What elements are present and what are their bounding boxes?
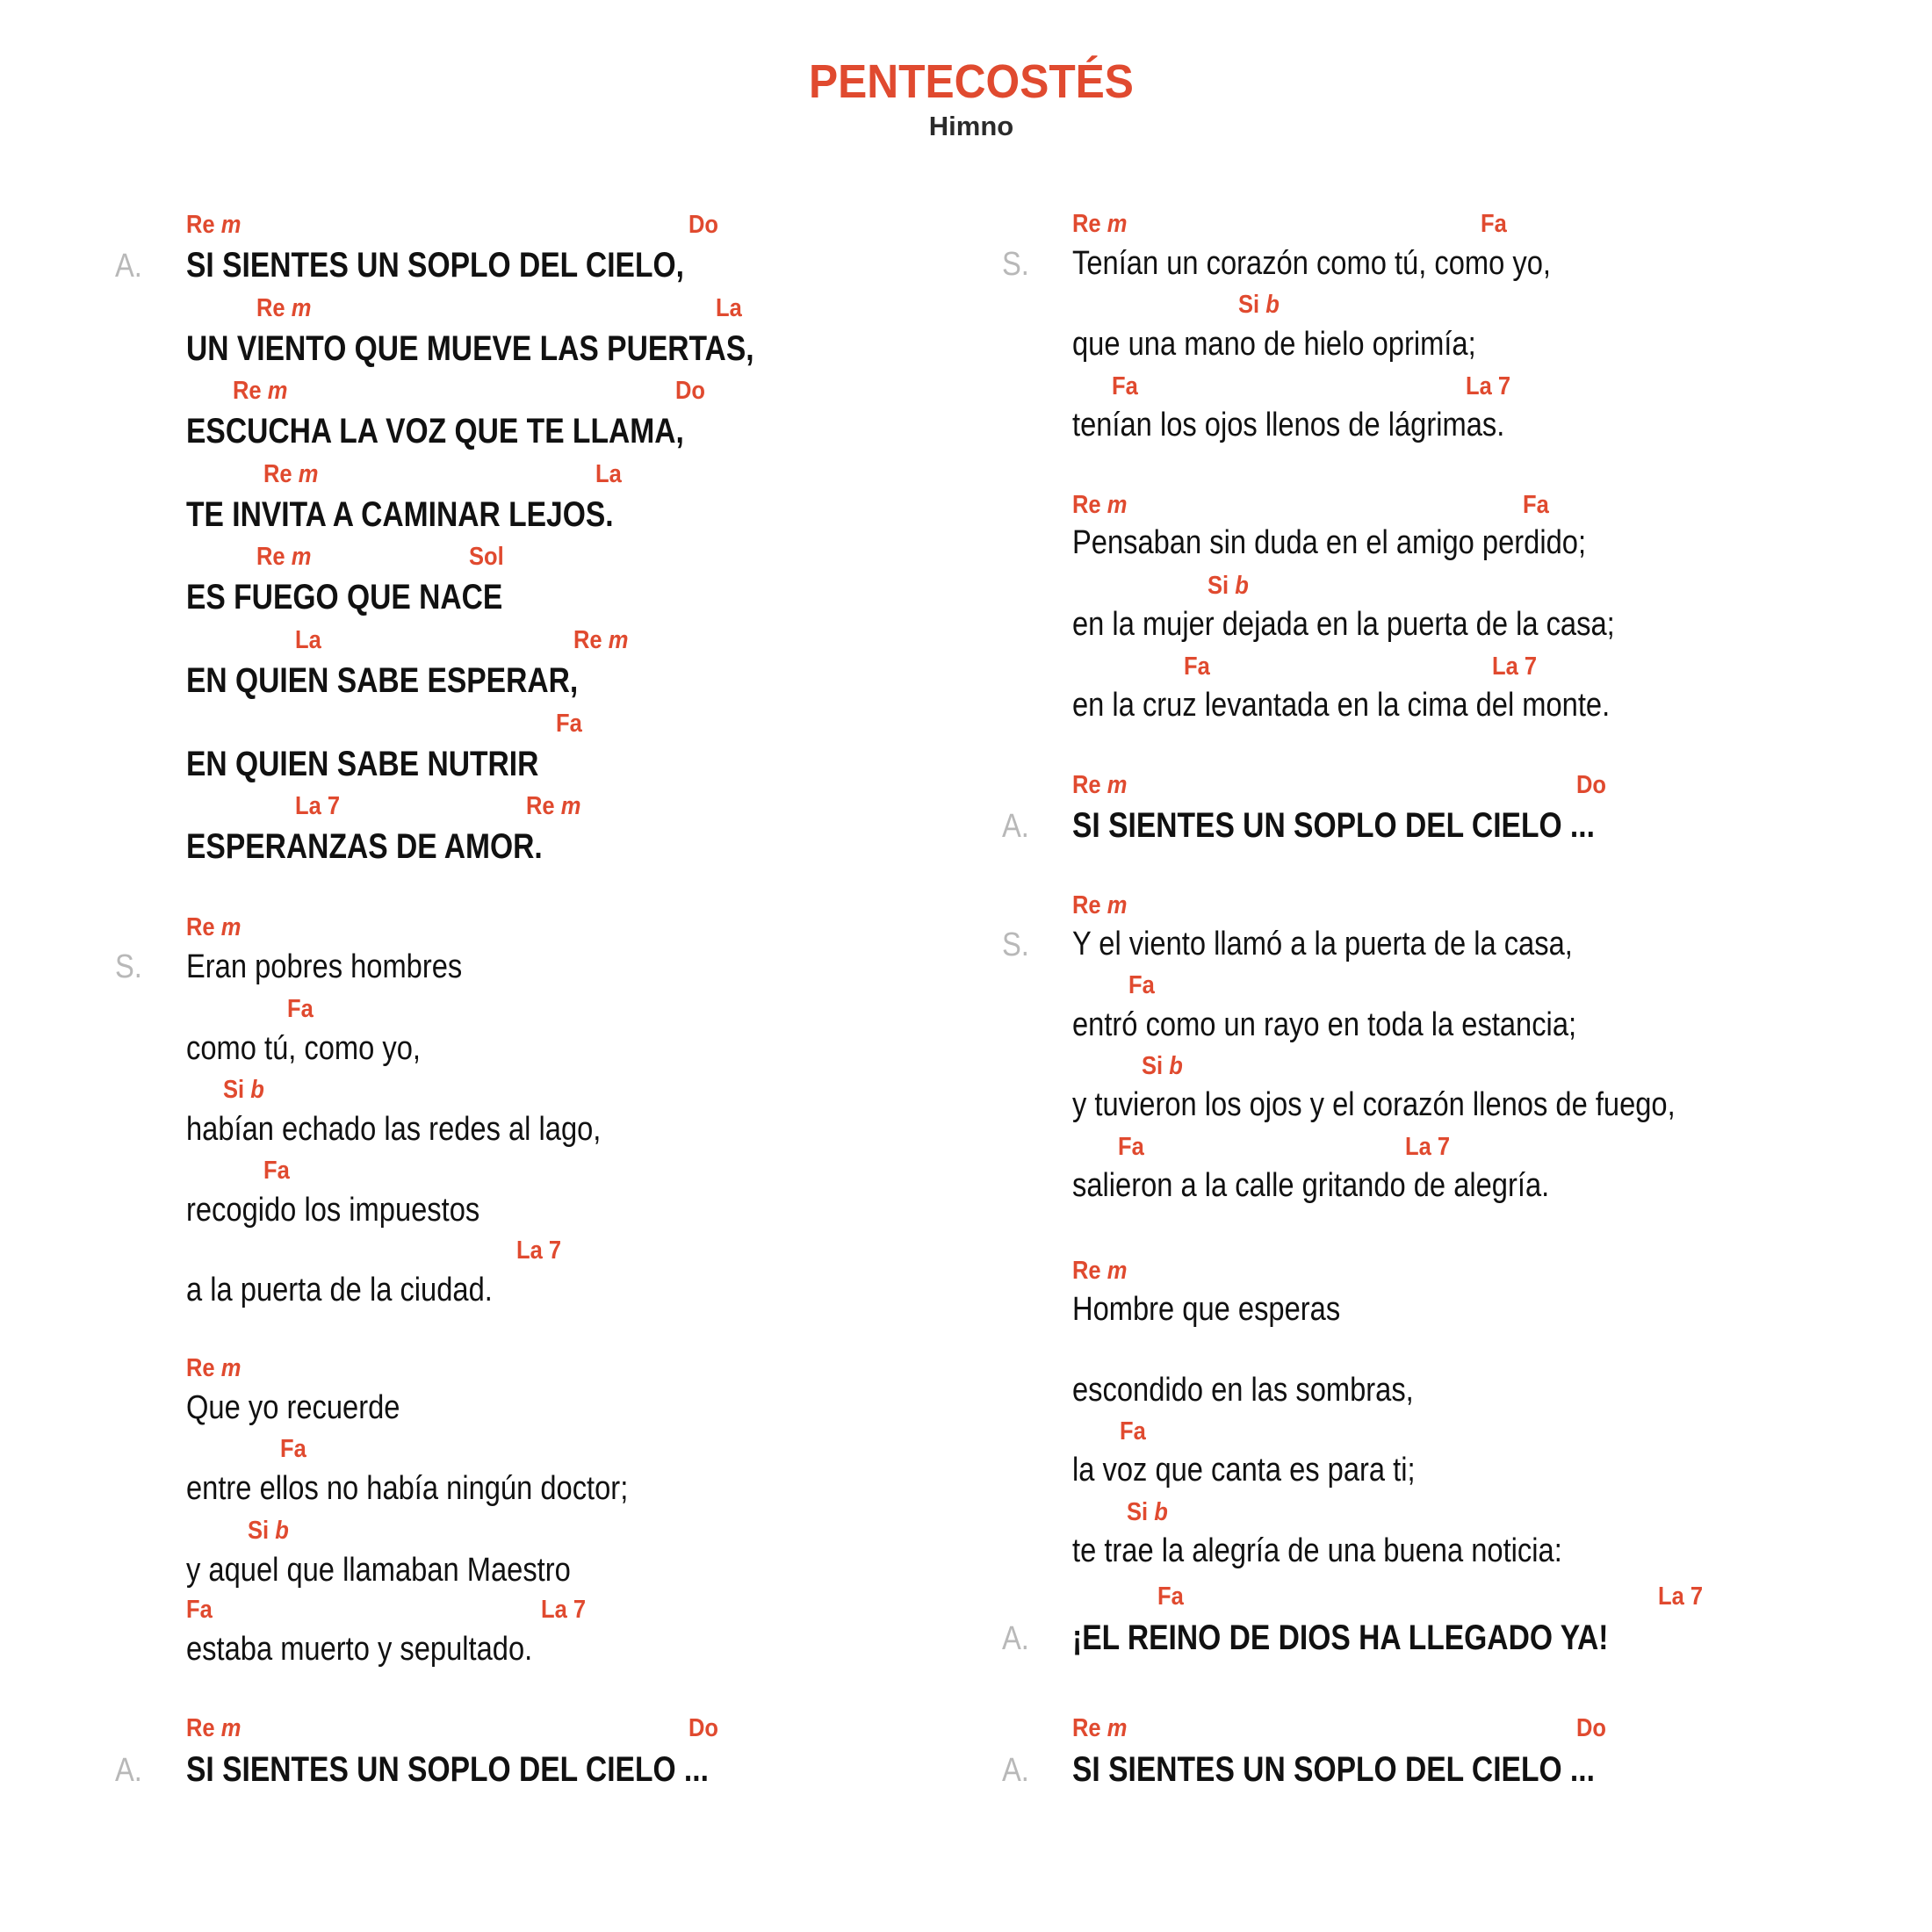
chord-root: Re bbox=[573, 626, 602, 654]
lyric-line: te trae la alegría de una buena noticia: bbox=[1072, 1532, 1562, 1569]
chord-root: Re bbox=[256, 294, 285, 322]
lyric-line: EN QUIEN SABE NUTRIR bbox=[186, 745, 539, 783]
chord-quality: m bbox=[1107, 210, 1128, 238]
chord-root: Si bbox=[248, 1517, 270, 1545]
lyric-line: escondido en las sombras, bbox=[1072, 1372, 1414, 1409]
chord-root: Re bbox=[1072, 771, 1101, 799]
chord: Do bbox=[688, 211, 719, 239]
chord: La 7 bbox=[1466, 372, 1511, 400]
chord-root: Re bbox=[1072, 1714, 1101, 1742]
chord bbox=[223, 1076, 264, 1105]
assembly-label: A. bbox=[1002, 808, 1029, 845]
chord bbox=[1238, 291, 1280, 320]
chord-quality: b bbox=[1169, 1052, 1183, 1080]
lyric-line: Tenían un corazón como tú, como yo, bbox=[1072, 245, 1551, 282]
lyric-line: habían echado las redes al lago, bbox=[186, 1111, 602, 1148]
chord-quality: m bbox=[291, 543, 312, 571]
chord bbox=[186, 913, 241, 942]
chord-quality: m bbox=[1107, 1714, 1128, 1742]
chord: Fa bbox=[1120, 1417, 1146, 1445]
chord bbox=[1127, 1498, 1168, 1527]
chord-root: Si bbox=[1238, 291, 1260, 319]
chord-root: Si bbox=[1142, 1052, 1164, 1080]
lyric-line: en la mujer dejada en la puerta de la casa; bbox=[1072, 606, 1615, 643]
song-title: PENTECOSTÉS bbox=[809, 55, 1134, 108]
chord-root: Re bbox=[263, 460, 292, 488]
chord-root: Re bbox=[186, 1714, 215, 1742]
chord: Fa bbox=[287, 995, 314, 1023]
chord: Do bbox=[675, 377, 706, 405]
chord: Fa bbox=[1118, 1133, 1144, 1161]
chord-root: Re bbox=[1072, 891, 1101, 919]
chord: La 7 bbox=[1405, 1133, 1451, 1161]
lyric-line: Que yo recuerde bbox=[186, 1389, 400, 1426]
lyric-line: Pensaban sin duda en el amigo perdido; bbox=[1072, 524, 1587, 561]
chord bbox=[186, 1714, 241, 1743]
lyric-line: salieron a la calle gritando de alegría. bbox=[1072, 1167, 1550, 1204]
chord: La bbox=[295, 626, 321, 654]
lyric-line: ¡EL REINO DE DIOS HA LLEGADO YA! bbox=[1072, 1618, 1609, 1657]
soloist-label: S. bbox=[115, 948, 142, 985]
lyric-line: ES FUEGO QUE NACE bbox=[186, 578, 503, 616]
lyric-line: SI SIENTES UN SOPLO DEL CIELO ... bbox=[186, 1750, 709, 1789]
chord: Do bbox=[1576, 771, 1607, 799]
chord bbox=[1072, 491, 1127, 520]
soloist-label: S. bbox=[1002, 246, 1029, 283]
chord: Fa bbox=[280, 1435, 306, 1463]
chord: Fa bbox=[556, 710, 582, 738]
chord: La 7 bbox=[541, 1596, 587, 1624]
lyric-line: como tú, como yo, bbox=[186, 1030, 422, 1067]
assembly-label: A. bbox=[1002, 1620, 1029, 1657]
lyric-line: EN QUIEN SABE ESPERAR, bbox=[186, 661, 579, 700]
chord-quality: m bbox=[1107, 891, 1128, 919]
chord: Fa bbox=[1523, 491, 1549, 519]
lyric-line: estaba muerto y sepultado. bbox=[186, 1631, 533, 1668]
chord: Fa bbox=[263, 1157, 290, 1185]
lyric-line: a la puerta de la ciudad. bbox=[186, 1272, 493, 1308]
lyric-line: Eran pobres hombres bbox=[186, 948, 463, 985]
chord bbox=[233, 377, 287, 406]
chord bbox=[186, 211, 241, 240]
chord-quality: m bbox=[560, 792, 581, 820]
chord bbox=[256, 294, 311, 323]
chord: Do bbox=[688, 1714, 719, 1742]
chord-quality: m bbox=[220, 1354, 242, 1382]
chord-quality: m bbox=[220, 913, 242, 941]
chord-root: Re bbox=[1072, 210, 1101, 238]
lyric-line: entró como un rayo en toda la estancia; bbox=[1072, 1006, 1577, 1043]
chord-quality: b bbox=[250, 1076, 264, 1104]
lyric-line: tenían los ojos llenos de lágrimas. bbox=[1072, 407, 1505, 443]
chord-quality: m bbox=[298, 460, 319, 488]
chord bbox=[1142, 1052, 1183, 1081]
chord: Fa bbox=[1157, 1582, 1184, 1611]
chord-root: Re bbox=[186, 1354, 215, 1382]
chord-quality: b bbox=[275, 1517, 289, 1545]
chord-root: Re bbox=[256, 543, 285, 571]
chord-root: Re bbox=[526, 792, 555, 820]
chord bbox=[263, 460, 318, 489]
chord-quality: m bbox=[220, 1714, 242, 1742]
chord-root: Re bbox=[1072, 491, 1101, 519]
chord bbox=[256, 543, 311, 572]
lyric-line: SI SIENTES UN SOPLO DEL CIELO ... bbox=[1072, 806, 1595, 845]
chord bbox=[1072, 771, 1127, 800]
chord-root: Re bbox=[233, 377, 262, 405]
chord bbox=[1208, 572, 1249, 601]
lyric-line: ESPERANZAS DE AMOR. bbox=[186, 827, 543, 866]
lyric-line: ESCUCHA LA VOZ QUE TE LLAMA, bbox=[186, 412, 684, 451]
chord: Do bbox=[1576, 1714, 1607, 1742]
chord-quality: b bbox=[1154, 1498, 1168, 1526]
lyric-line: que una mano de hielo oprimía; bbox=[1072, 326, 1476, 363]
chord: Fa bbox=[186, 1596, 213, 1624]
chord: Fa bbox=[1481, 210, 1507, 238]
chord-quality: b bbox=[1265, 291, 1280, 319]
chord-root: Re bbox=[186, 913, 215, 941]
assembly-label: A. bbox=[1002, 1752, 1029, 1789]
chord: La bbox=[716, 294, 742, 322]
chord bbox=[1072, 210, 1127, 239]
assembly-label: A. bbox=[115, 248, 142, 285]
song-subtitle: Himno bbox=[928, 111, 1014, 141]
lyric-line: entre ellos no había ningún doctor; bbox=[186, 1470, 629, 1507]
chord-quality: b bbox=[1235, 572, 1249, 600]
chord-root: Re bbox=[1072, 1257, 1101, 1285]
chord bbox=[1072, 1714, 1127, 1743]
chord-root: Si bbox=[223, 1076, 245, 1104]
chord: La 7 bbox=[295, 792, 341, 820]
chord-root: Si bbox=[1208, 572, 1229, 600]
chord: La 7 bbox=[516, 1236, 562, 1265]
chord: Fa bbox=[1112, 372, 1138, 400]
lyric-line: y tuvieron los ojos y el corazón llenos de fuego, bbox=[1072, 1086, 1676, 1123]
chord: Sol bbox=[469, 543, 504, 571]
lyric-line: la voz que canta es para ti; bbox=[1072, 1452, 1416, 1489]
chord-quality: m bbox=[608, 626, 629, 654]
lyric-line: Y el viento llamó a la puerta de la casa, bbox=[1072, 926, 1573, 962]
chord-root: Re bbox=[186, 211, 215, 239]
lyric-line: SI SIENTES UN SOPLO DEL CIELO, bbox=[186, 246, 684, 285]
chord bbox=[186, 1354, 241, 1383]
lyric-line: Hombre que esperas bbox=[1072, 1291, 1341, 1328]
chord-quality: m bbox=[1107, 1257, 1128, 1285]
chord-quality: m bbox=[1107, 771, 1128, 799]
lyric-line: y aquel que llamaban Maestro bbox=[186, 1552, 571, 1589]
chord: La bbox=[595, 460, 622, 488]
lyric-line: recogido los impuestos bbox=[186, 1192, 480, 1229]
chord bbox=[1072, 1257, 1127, 1286]
chord: La 7 bbox=[1658, 1582, 1704, 1611]
assembly-label: A. bbox=[115, 1752, 142, 1789]
lyric-line: SI SIENTES UN SOPLO DEL CIELO ... bbox=[1072, 1750, 1595, 1789]
chord-quality: m bbox=[267, 377, 288, 405]
lyric-line: en la cruz levantada en la cima del monte. bbox=[1072, 687, 1611, 724]
chord bbox=[248, 1517, 289, 1546]
chord: La 7 bbox=[1492, 652, 1538, 681]
lyric-line: TE INVITA A CAMINAR LEJOS. bbox=[186, 495, 614, 534]
chord-root: Si bbox=[1127, 1498, 1149, 1526]
soloist-label: S. bbox=[1002, 926, 1029, 963]
chord: Fa bbox=[1184, 652, 1210, 681]
chord-quality: m bbox=[220, 211, 242, 239]
chord bbox=[526, 792, 580, 821]
chord-quality: m bbox=[1107, 491, 1128, 519]
chord: Fa bbox=[1128, 971, 1155, 999]
chord bbox=[573, 626, 628, 655]
lyric-line: UN VIENTO QUE MUEVE LAS PUERTAS, bbox=[186, 329, 754, 368]
chord-quality: m bbox=[291, 294, 312, 322]
chord bbox=[1072, 891, 1127, 920]
